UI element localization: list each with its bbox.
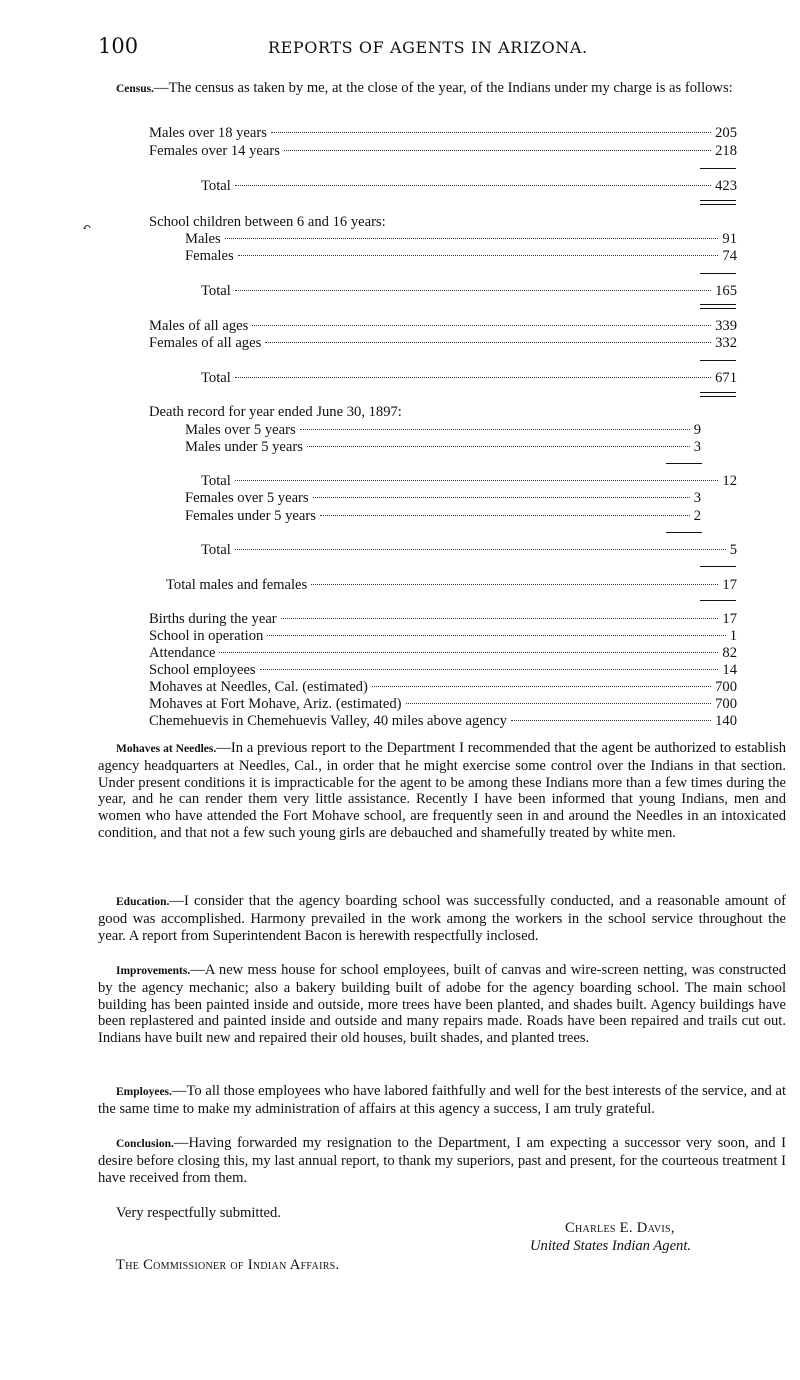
census-total-row: Total 165 — [201, 283, 737, 299]
census-row: Males 91 — [185, 231, 737, 247]
death-grand-total-row: Total males and females 17 — [166, 577, 737, 593]
signer-name: Charles E. Davis, — [565, 1220, 675, 1236]
stat-row: Births during the year 17 — [149, 611, 737, 627]
census-row: Males over 18 years 205 — [149, 125, 737, 141]
census-total-row: Total 671 — [201, 370, 737, 386]
section-mohaves-at-needles: Mohaves at Needles.—In a previous report to the Department I recommended that the agent be authorized to establish agency headquarters at Needles, Cal., in order that he might exercise some control over the Indians in that section. Under present conditions it is impracticable for the agent to be among these Indians more than a few times during the year, and he can render them very little assistance. Recently I have been informed that young Indians, men and women who have attended the Fort Mohave school, are frequently seen in and around the Needles in an intoxicated condition, and that not a few such young girls are debauched and shamefully treated by white men. — [98, 740, 787, 841]
stat-row: Mohaves at Needles, Cal. (estimated) 700 — [149, 679, 737, 695]
section-conclusion: Conclusion.—Having forwarded my resignation to the Department, I am expecting a successor very soon, and I desire before closing this, my last annual report, to thank my superiors, past and present, for the courteous treatment I have received from them. — [98, 1135, 786, 1186]
section-improvements: Improvements.—A new mess house for school employees, built of canvas and wire-screen netting, was constructed by the agency mechanic; also a bakery building built of adobe for the agency boarding school. The main school building has been painted inside and outside, more trees have been planted, and shades built. Agency buildings have been replastered and painted inside and outside and many repairs made. Roads have been repaired and trails cut out. Indians have built new and repaired their old houses, built shades, and planted trees. — [98, 962, 786, 1047]
census-intro-text: —The census as taken by me, at the close of the year, of the Indians under my charge is as follows: — [154, 80, 733, 96]
stat-row: Chemehuevis in Chemehuevis Valley, 40 miles above agency 140 — [149, 713, 737, 729]
stat-row: School employees 14 — [149, 662, 737, 678]
death-row: Females under 5 years 2 — [185, 508, 701, 524]
margin-mark: ↶ — [82, 221, 92, 234]
death-row: Males over 5 years 9 — [185, 422, 701, 438]
stat-row: Attendance 82 — [149, 645, 737, 661]
census-row: Males of all ages 339 — [149, 318, 737, 334]
death-row: Males under 5 years 3 — [185, 439, 701, 455]
death-heading: Death record for year ended June 30, 1897: — [149, 404, 402, 420]
death-total-row: Total 12 — [201, 473, 737, 489]
section-employees: Employees.—To all those employees who have labored faithfully and well for the best interests of the service, and at the same time to make my administration of affairs at this agency a success, I am truly grateful. — [98, 1083, 786, 1117]
census-intro — [98, 80, 786, 98]
census-total-row: Total 423 — [201, 178, 737, 194]
death-total-row: Total 5 — [201, 542, 737, 558]
census-row: Females of all ages 332 — [149, 335, 737, 351]
death-row: Females over 5 years 3 — [185, 490, 701, 506]
signer-title: United States Indian Agent. — [530, 1238, 692, 1254]
section-education: Education.—I consider that the agency boarding school was successfully conducted, and a reasonable amount of good was accomplished. Harmony prevailed in the work among the workers in the school service throughout the year. A report from Superintendent Bacon is herewith respectfully inclosed. — [98, 893, 786, 944]
running-title: REPORTS OF AGENTS IN ARIZONA. — [268, 38, 588, 57]
stat-row: Mohaves at Fort Mohave, Ariz. (estimated) 700 — [149, 696, 737, 712]
page-number: 100 — [98, 34, 139, 58]
addressee: The Commissioner of Indian Affairs. — [116, 1257, 340, 1273]
stat-row: School in operation 1 — [149, 628, 737, 644]
census-row: Females over 14 years 218 — [149, 143, 737, 159]
school-heading: School children between 6 and 16 years: — [149, 214, 386, 230]
salutation: Very respectfully submitted. — [116, 1205, 281, 1221]
census-row: Females 74 — [185, 248, 737, 264]
census-heading: Census. — [116, 83, 155, 95]
